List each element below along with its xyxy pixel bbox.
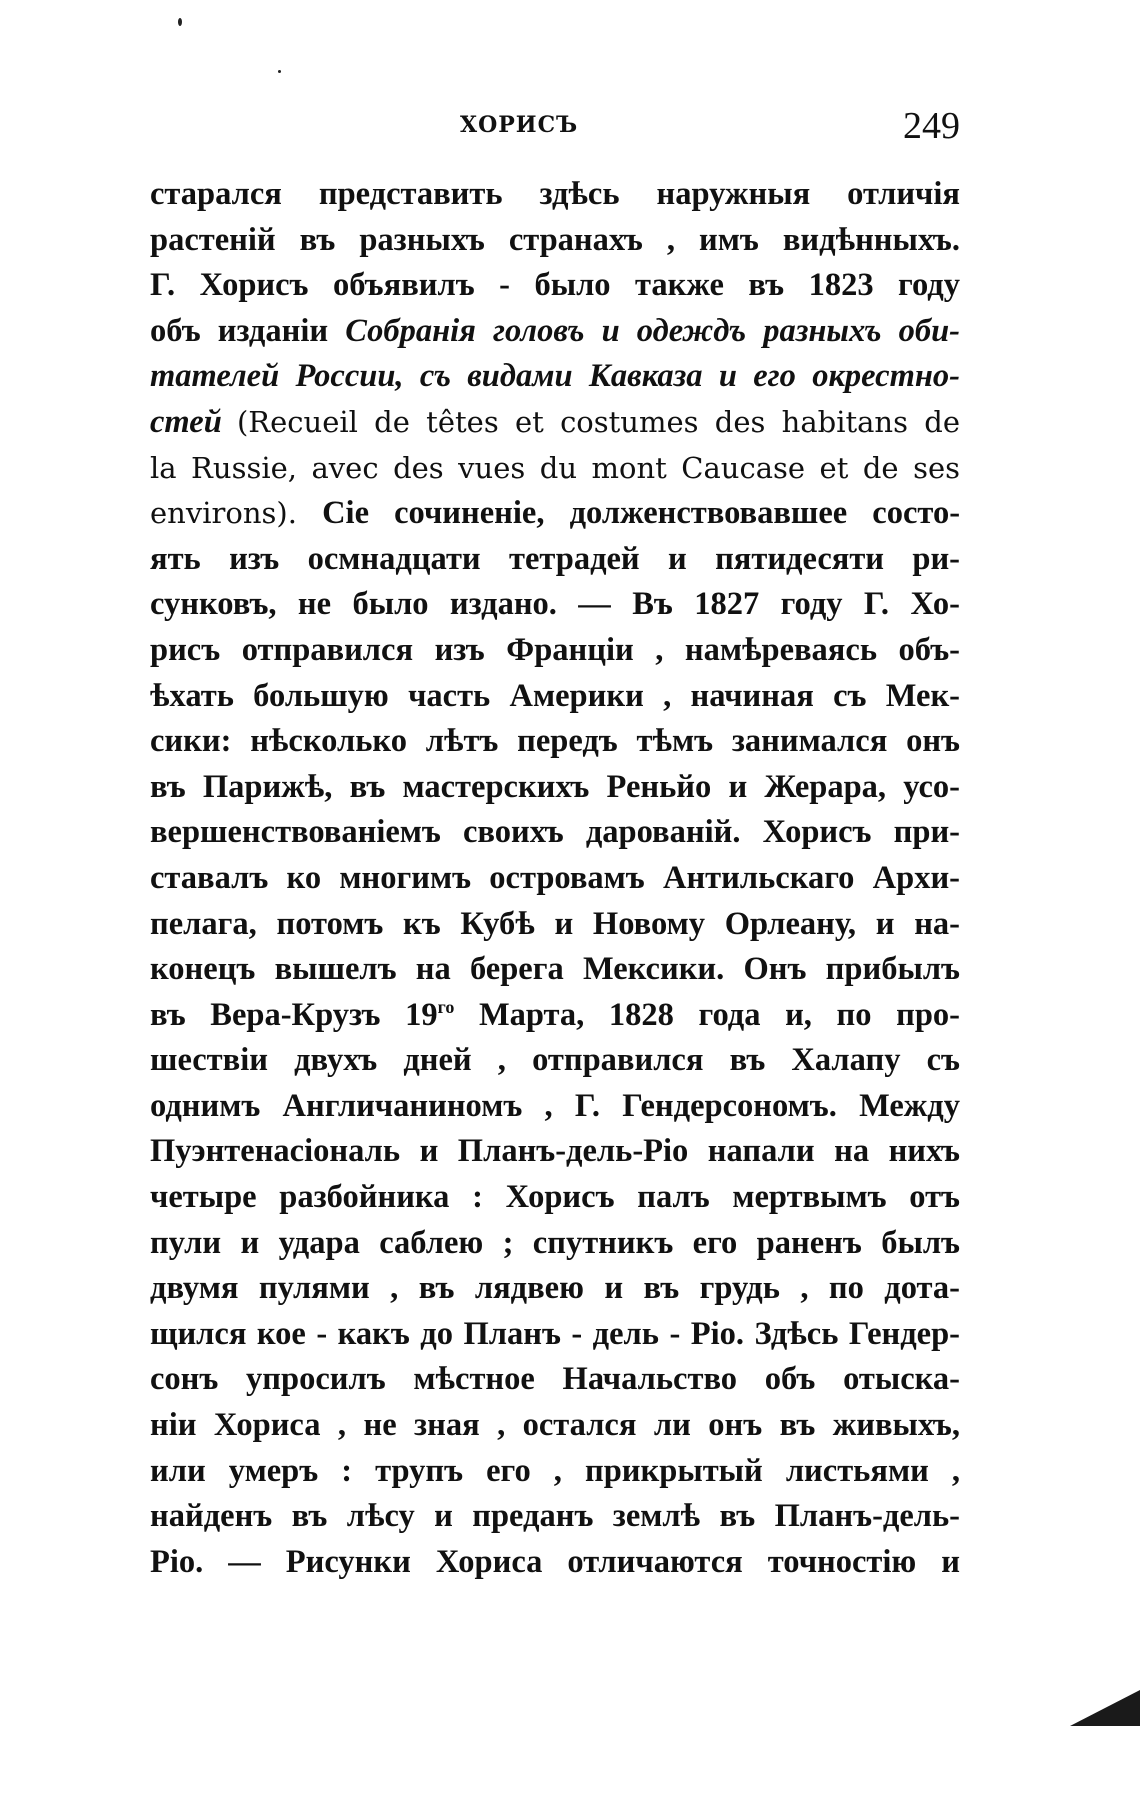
text-line: ставалъ ко многимъ островамъ Антильскаго Архи- (150, 859, 960, 896)
text-line: четыре разбойника : Хорисъ палъ мертвымъ отъ (150, 1179, 960, 1216)
page-header (150, 104, 960, 154)
text-line: или умеръ : трупъ его , прикрытый листьями , (150, 1452, 960, 1489)
superscript: го (437, 996, 455, 1017)
ink-speck (178, 18, 182, 26)
text-line: Г. Хорисъ объявилъ - было также въ 1823 году (150, 267, 960, 304)
text-line: шествіи двухъ дней , отправился въ Халапу съ (150, 1042, 960, 1079)
running-head: ХОРИСЪ (460, 112, 579, 138)
text-line: конецъ вышелъ на берега Мексики. Онъ прибылъ (150, 951, 960, 988)
text-line: Ріо. — Рисунки Хориса отличаются точностію и (150, 1543, 960, 1580)
text-line: рисъ отправился изъ Франціи , намѣреваясь объ- (150, 631, 960, 668)
page-corner-shadow (1070, 1690, 1140, 1726)
text-line: тателей России, съ видами Кавказа и его окрестно- (150, 358, 960, 395)
text-line: environs). Сіе сочиненіе, долженствовавшее состо- (150, 495, 960, 532)
text-line: найденъ въ лѣсу и преданъ землѣ въ Планъ-дель- (150, 1498, 960, 1535)
french-title: (Recueil de têtes et costumes des habitans de (236, 404, 960, 439)
text-line: стей (Recueil de têtes et costumes des habitans de (150, 403, 960, 440)
text-line: старался представить здѣсь наружныя отличія (150, 176, 960, 212)
text-line: Пуэнтенасіональ и Планъ-дель-Ріо напали на нихъ (150, 1133, 960, 1170)
text-line: ніи Хориса , не зная , остался ли онъ въ живыхъ, (150, 1407, 960, 1444)
page-number: 249 (903, 105, 960, 147)
text-line: объ изданіи Собранія головъ и одеждъ разныхъ оби- (150, 312, 960, 349)
text-line: растеній въ разныхъ странахъ , имъ видѣнныхъ. (150, 221, 960, 258)
text-line: ѣхать большую часть Америки , начиная съ Мек- (150, 677, 960, 714)
text-line: въ Парижѣ, въ мастерскихъ Реньйо и Жерара, усо- (150, 768, 960, 805)
italic-title: Собранія головъ и одеждъ разныхъ оби- (345, 312, 960, 349)
body-text (150, 172, 960, 1585)
text-line: пули и удара саблею ; спутникъ его раненъ былъ (150, 1224, 960, 1261)
text-line: щился кое - какъ до Планъ - дель - Ріо. Здѣсь Гендер- (150, 1315, 960, 1352)
text-line: однимъ Англичаниномъ , Г. Гендерсономъ. Между (150, 1087, 960, 1124)
text-line: въ Вера-Крузъ $19^{го}$ Марта, 1828 года и, по про- (150, 996, 960, 1033)
text-line: ять изъ осмнадцати тетрадей и пятидесяти ри- (150, 540, 960, 577)
ink-speck (278, 70, 281, 73)
text-line: la Russie, avec des vues du mont Caucase et de ses (150, 450, 960, 485)
text-line: сонъ упросилъ мѣстное Начальство объ отыска- (150, 1361, 960, 1398)
text-line: сики: нѣсколько лѣтъ передъ тѣмъ занимался онъ (150, 723, 960, 760)
text-line: сунковъ, не было издано. — Въ 1827 году Г. Хо- (150, 586, 960, 623)
text-line: пелага, потомъ къ Кубѣ и Новому Орлеану, и на- (150, 905, 960, 942)
text-line: вершенствованіемъ своихъ дарованій. Хорисъ при- (150, 814, 960, 851)
text-line: двумя пулями , въ лядвею и въ грудь , по дота- (150, 1270, 960, 1307)
